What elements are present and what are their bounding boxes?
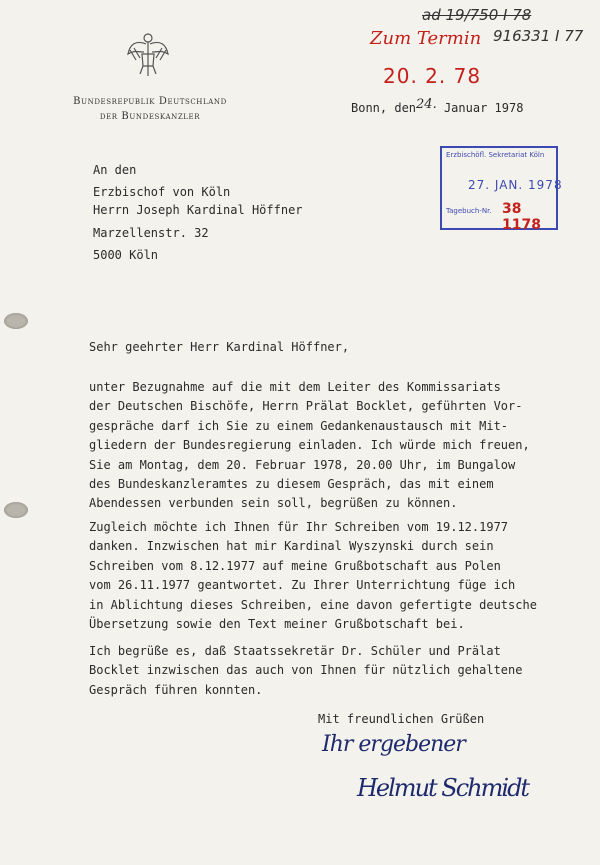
address-line: An den (93, 163, 137, 177)
salutation: Sehr geehrter Herr Kardinal Höffner, (89, 340, 350, 354)
closing: Mit freundlichen Grüßen (318, 712, 485, 726)
signature: Helmut Schmidt (357, 774, 529, 802)
address-line: Erzbischof von Köln (93, 185, 231, 199)
body-paragraph: Zugleich möchte ich Ihnen für Ihr Schreiben vom 19.12.1977 danken. Inzwischen hat mir Kardinal Wyszynski durch sein Schreiben vom 8.12.1977 auf meine Grußbotschaft aus Polen vom 26.11.1977 geantwortet. Zu Ihrer Unterrichtung füge ich in Ablichtung dieses Schreiben, eine davon gefertigte deutsche Übersetzung sowie den Text meiner Grußbotschaft bei. (89, 520, 537, 632)
stamp-date: 27. JAN. 1978 (468, 178, 563, 192)
letterhead-line-1: Bundesrepublik Deutschland (73, 96, 227, 107)
letterhead-line-2: der Bundeskanzler (99, 111, 201, 122)
received-stamp (440, 146, 563, 233)
handwritten-red-note: Zum Termin (370, 28, 482, 49)
stamp-journal-label: Tagebuch-Nr. (446, 207, 492, 215)
address-line: Herrn Joseph Kardinal Höffner (93, 203, 303, 217)
address-line: 5000 Köln (93, 248, 159, 262)
stamp-office: Erzbischöfl. Sekretariat Köln (446, 151, 545, 159)
address-line: Marzellenstr. 32 (93, 226, 209, 240)
punch-hole (4, 502, 28, 518)
federal-eagle-icon (126, 30, 170, 80)
date-day-handwritten: 24. (416, 97, 437, 112)
handwritten-red-date: 20. 2. 78 (383, 64, 482, 88)
date-month-year: Januar 1978 (443, 101, 524, 115)
handwritten-greeting: Ihr ergebener (322, 732, 465, 757)
struck-reference-number: ad 19/750 I 78 (422, 6, 532, 24)
reference-number: 916331 I 77 (493, 27, 584, 45)
letter-date (351, 97, 524, 116)
body-paragraph: unter Bezugnahme auf die mit dem Leiter des Kommissariats der Deutschen Bischöfe, Herrn Prälat Bocklet, geführten Vor- gespräche darf ich Sie zu einem Gedankenaustausch mit Mit- gliedern der Bundesregierung einladen. Ich würde mich freuen, Sie am Montag, dem 20. Februar 1978, 20.00 Uhr, im Bungalow des Bundeskanzleramtes zu diesem Gespräch, das mit einem Abendessen verbunden sein soll, begrüßen zu können. (89, 380, 530, 511)
punch-hole (4, 313, 28, 329)
date-place: Bonn, den (351, 101, 417, 115)
body-paragraph: Ich begrüße es, daß Staatssekretär Dr. Schüler und Prälat Bocklet inzwischen das auch von Ihnen für nützlich gehaltene Gespräch führen konnten. (89, 644, 523, 697)
stamp-journal-number: 38 1178 (502, 201, 541, 233)
